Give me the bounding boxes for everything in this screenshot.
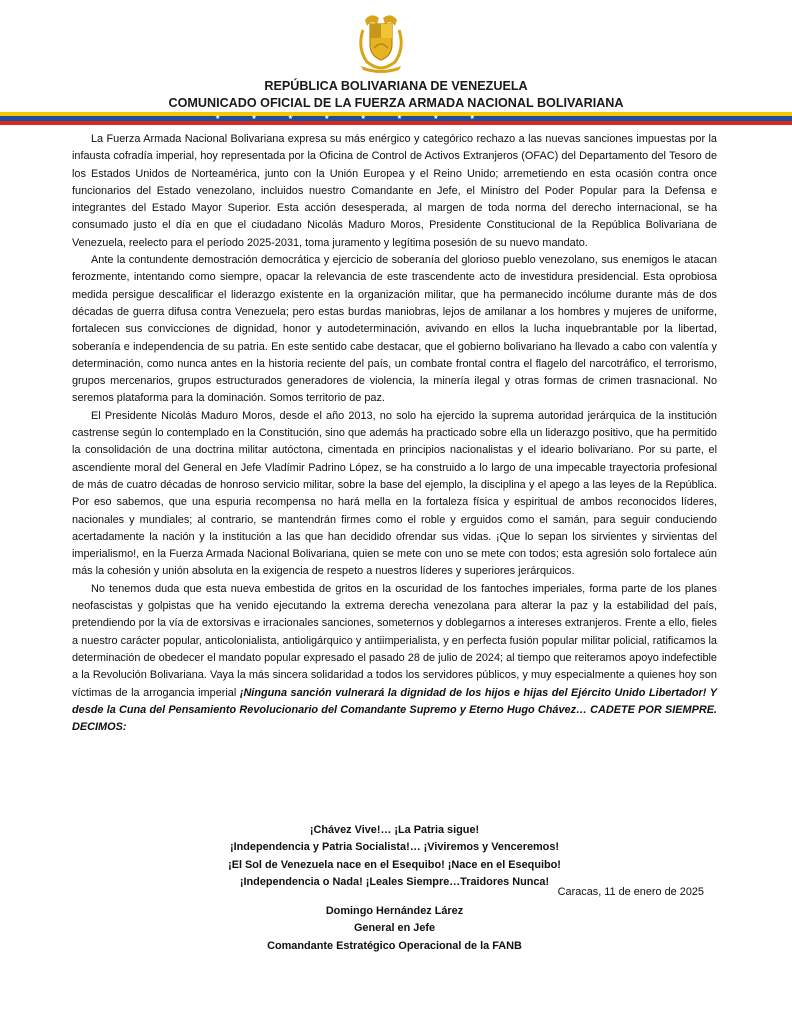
coat-of-arms-icon: [355, 10, 407, 74]
signatory-title: Comandante Estratégico Operacional de la FANB: [267, 939, 522, 952]
slogan-line: ¡Independencia y Patria Socialista!… ¡Viviremos y Venceremos!: [229, 841, 560, 854]
signature-block: [72, 903, 717, 955]
signatory-rank: General en Jefe: [353, 922, 436, 935]
paragraph-4: [72, 581, 717, 737]
paragraph-4-text: No tenemos duda que esta nueva embestida de gritos en la oscuridad de los fantoches imperiales, forma parte de los planes neofascistas y golpistas que ha venido ejecutando la extrema derecha venezolana para alterar la paz y la estabilidad del país, pretendiendo por la vía de extorsivas e irracionales sanciones, someternos y doblegarnos a intereses extranjeros. Frente a ello, fieles a nuestro carácter popular, anticolonialista, antioligárquico y antiimperialista, y en perfecta fusión popular militar policial, ratificamos la determinación de obedecer el mandato popular expresado el pasado 28 de julio de 2024; al tiempo que reiteramos apoyo indefectible a la Revolución Bolivariana. Vaya la más sincera solidaridad a todos los servidores públicos, y muy especialmente a quienes hoy son víctimas de la arrogancia imperial: [72, 582, 717, 699]
slogan-line: ¡Chávez Vive!… ¡La Patria sigue!: [309, 824, 480, 836]
paragraph-4-emphasis: ¡Ninguna sanción vulnerará la dignidad de los hijos e hijas del Ejército Unido Libertador! Y desde la Cuna del Pensamiento Revolucionario del Comandante Supremo y Eterno Hugo Chávez… CADETE POR SIEMPRE. DECIMOS:: [72, 686, 717, 734]
paragraph-2: Ante la contundente demostración democrática y ejercicio de soberanía del glorioso pueblo venezolano, sus enemigos le atacan ferozmente, intentando como siempre, opacar la relevancia de este trascendente acto de investidura presidencial. Esta oprobiosa medida persigue descalificar el liderazgo existente en la organización militar, que ha permanecido incólume durante más de dos décadas de guerra difusa contra Venezuela; pero estas burdas maniobras, lejos de amilanar a los hombres y mujeres de uniforme, fortalecen sus convicciones de dignidad, honor y autodeterminación, avivando en ellos la lucha inquebrantable por la libertad, soberanía e independencia de su patria. En este sentido cabe destacar, que el gobierno bolivariano ha llevado a cabo con valentía y determinación, como nunca antes en la historia reciente del país, un combate frontal contra el flagelo del narcotráfico, el terrorismo, grupos mercenarios, grupos estructurados generadores de violencia, la minería ilegal y otras formas de crimen trasnacional. No seremos plataforma para la dominación. Somos territorio de paz.: [72, 254, 717, 405]
communique-body: [72, 131, 717, 736]
paragraph-1: La Fuerza Armada Nacional Bolivariana expresa su más enérgico y categórico rechazo a las nuevas sanciones impuestas por la infausta cofradía imperial, hoy representada por la Oficina de Control de Activos Extranjeros (OFAC) del Departamento del Tesoro de los Estados Unidos de Norteamérica, junto con la Unión Europea y el Reino Unido; arremetiendo en esta ocasión contra once funcionarios del Estado venezolano, incluidos nuestro Comandante en Jefe, el Ministro del Poder Popular para la Defensa e integrantes del Estado Mayor Superior. Esta acción desesperada, al margen de toda norma del derecho internacional, se ha consumado justo el día en que el ciudadano Nicolás Maduro Moros, Presidente Constitucional de la República Bolivariana de Venezuela, reelecto para el período 2025-2031, toma juramento y legítima posesión de su nuevo mandato.: [72, 133, 717, 249]
star-icon: ★: [396, 115, 403, 121]
slogan-line: ¡El Sol de Venezuela nace en el Esequibo! ¡Nace en el Esequibo!: [228, 858, 561, 871]
slogans: [72, 822, 717, 891]
letterhead: [0, 0, 792, 130]
republic-title: REPÚBLICA BOLIVARIANA DE VENEZUELA: [264, 79, 528, 93]
star-icon: ★: [251, 115, 257, 121]
date-line: Caracas, 11 de enero de 2025: [557, 886, 704, 898]
star-icon: ★: [215, 115, 221, 121]
signatory-name: Domingo Hernández Lárez: [325, 905, 464, 917]
flag-stripe-red: [0, 121, 792, 125]
star-icon: ★: [360, 115, 366, 121]
slogan-line: ¡Independencia o Nada! ¡Leales Siempre…Traidores Nunca!: [239, 875, 550, 888]
flag-stars: [215, 116, 475, 121]
star-icon: ★: [433, 115, 439, 121]
paragraph-3: El Presidente Nicolás Maduro Moros, desde el año 2013, no solo ha ejercido la suprema autoridad jerárquica de la institución castrense según lo contemplado en la Constitución, sino que además ha practicado sobre ella un liderazgo positivo, que ha permitido la consolidación de una doctrina militar autóctona, cimentada en principios nacionalistas y el ideario bolivariano. Por su parte, el ascendiente moral del General en Jefe Vladímir Padrino López, se ha construido a lo largo de una impecable trayectoria profesional de más de cuatro décadas de honroso servicio militar, sobre la base del ejemplo, la disciplina y el apego a las leyes de la República. Por eso sabemos, que una espuria recompensa no hará mella en la fortaleza física y espiritual de ambos reconocidos líderes, nacionales y mundiales; al contrario, se mantendrán firmes como el roble y erguidos como el samán, para seguir conduciendo acertadamente la nación y la institución a las que han decidido ofrendar sus vidas. ¡Que lo sepan los sirvientes y sirvientas del imperialismo!, en la Fuerza Armada Nacional Bolivariana, quien se mete con uno se mete con todos; esta agresión solo fortalece aún más la cohesión y unión absoluta en la exigencia de respeto a nuestros líderes y superiores jerárquicos.: [72, 409, 717, 578]
communique-title: COMUNICADO OFICIAL DE LA FUERZA ARMADA NACIONAL BOLIVARIANA: [168, 96, 624, 110]
star-icon: ★: [287, 115, 294, 121]
star-icon: ★: [324, 115, 330, 121]
star-icon: ★: [469, 115, 475, 121]
